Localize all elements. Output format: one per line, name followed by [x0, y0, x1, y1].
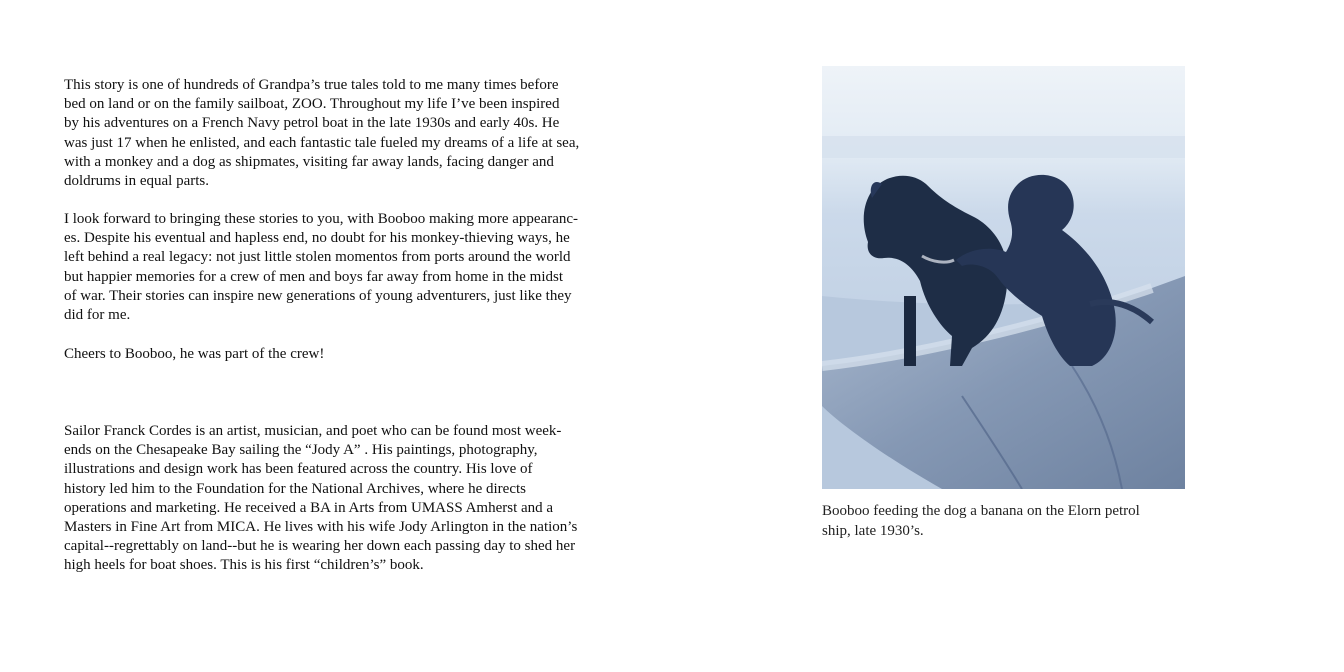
- text-line: did for me.: [64, 307, 131, 324]
- text-line: This story is one of hundreds of Grandpa’s true tales told to me many times before: [64, 77, 559, 93]
- right-page: [672, 0, 1344, 672]
- author-bio: [64, 422, 616, 576]
- text-line: capital--regrettably on land--but he is wearing her down each passing day to shed her: [64, 538, 576, 555]
- text-line: bed on land or on the family sailboat, ZOO. Throughout my life I’ve been inspired: [64, 96, 560, 113]
- text-line: Sailor Franck Cordes is an artist, musician, and poet who can be found most week-: [64, 423, 562, 439]
- text-line: high heels for boat shoes. This is his first “children’s” book.: [64, 557, 424, 574]
- text-line: was just 17 when he enlisted, and each fantastic tale fueled my dreams of a life at sea,: [64, 134, 580, 151]
- text-line: I look forward to bringing these stories to you, with Booboo making more appearanc-: [64, 211, 579, 227]
- text-line: of war. Their stories can inspire new generations of young adventurers, just like they: [64, 287, 572, 304]
- text-line: Masters in Fine Art from MICA. He lives with his wife Jody Arlington in the nation’s: [64, 519, 578, 536]
- text-line: by his adventures on a French Navy petrol boat in the late 1930s and early 40s. He: [64, 115, 560, 132]
- caption-line: Booboo feeding the dog a banana on the Elorn petrol: [822, 503, 1140, 519]
- text-line: operations and marketing. He received a BA in Arts from UMASS Amherst and a: [64, 499, 554, 516]
- cheers-paragraph: [64, 345, 616, 364]
- text-line: es. Despite his eventual and hapless end, no doubt for his monkey-thieving ways, he: [64, 230, 570, 247]
- text-line: Cheers to Booboo, he was part of the crew!: [64, 346, 325, 362]
- text-line: doldrums in equal parts.: [64, 173, 209, 190]
- text-line: but happier memories for a crew of men and boys far away from home in the midst: [64, 268, 564, 285]
- photo-caption: [822, 501, 1192, 541]
- caption-line: ship, late 1930’s.: [822, 523, 924, 539]
- text-line: history led him to the Foundation for the National Archives, where he directs: [64, 480, 526, 497]
- text-line: ends on the Chesapeake Bay sailing the “Jody A” . His paintings, photography,: [64, 442, 538, 459]
- text-line: with a monkey and a dog as shipmates, visiting far away lands, facing danger and: [64, 153, 554, 170]
- monkey-and-dog-photo: [822, 66, 1185, 489]
- legacy-paragraph: [64, 210, 616, 325]
- photo-illustration-icon: [822, 66, 1185, 489]
- text-line: illustrations and design work has been featured across the country. His love of: [64, 461, 533, 478]
- text-line: left behind a real legacy: not just little stolen momentos from ports around the world: [64, 249, 571, 266]
- intro-paragraph: [64, 76, 616, 191]
